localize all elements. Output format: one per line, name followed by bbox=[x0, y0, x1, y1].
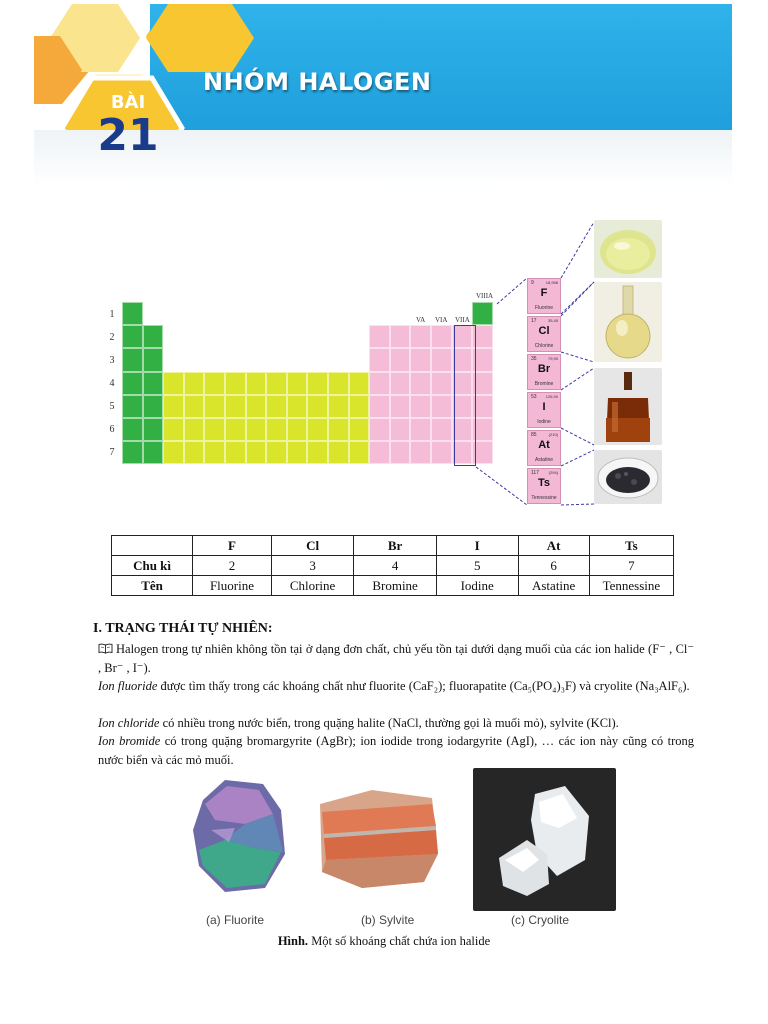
chlorine-flask-photo bbox=[594, 282, 662, 362]
element-symbol: I bbox=[542, 401, 546, 413]
element-symbol: F bbox=[540, 287, 548, 299]
element-card-astatine bbox=[527, 430, 561, 466]
table-row bbox=[112, 576, 674, 596]
period-number: 5 bbox=[109, 401, 115, 412]
section-title: I. TRẠNG THÁI TỰ NHIÊN: bbox=[93, 621, 273, 636]
table-cell: Fluorine bbox=[193, 576, 272, 596]
table-cell: 3 bbox=[271, 556, 354, 576]
atomic-mass: 79,90 bbox=[547, 356, 558, 361]
paragraph-text: có trong quặng bromargyrite (AgBr); ion iodide trong iodargyrite (AgI), … các ion này cũng có trong nước biển và các mỏ muối. bbox=[98, 734, 694, 767]
sylvite-mineral-photo bbox=[312, 782, 442, 892]
fluorite-mineral-photo bbox=[185, 770, 295, 898]
table-header-cell: F bbox=[193, 536, 272, 556]
period-number: 4 bbox=[109, 378, 115, 389]
element-name: Iodine bbox=[537, 419, 551, 425]
table-cell: 5 bbox=[436, 556, 518, 576]
paragraph-intro bbox=[98, 640, 694, 677]
table-header-cell: Br bbox=[354, 536, 437, 556]
figure-caption bbox=[0, 934, 768, 949]
paragraph-text: Halogen trong tự nhiên không tồn tại ở dạng đơn chất, chủ yếu tồn tại dưới dạng muối của các ion halide (F⁻ , Cl⁻ , Br⁻ , I⁻). bbox=[98, 642, 694, 675]
element-card-bromine bbox=[527, 354, 561, 390]
bromine-flask-photo bbox=[594, 368, 662, 445]
table-header-cell: I bbox=[436, 536, 518, 556]
term-ion-chloride: Ion chloride bbox=[98, 716, 160, 730]
element-name: Tennessine bbox=[531, 495, 557, 501]
table-row-label: Chu kì bbox=[112, 556, 193, 576]
figure-caption-b: (b) Sylvite bbox=[361, 913, 415, 927]
atomic-mass: 18,998 bbox=[545, 280, 558, 285]
paragraph-fluoride bbox=[98, 677, 694, 696]
table-header-cell: Cl bbox=[271, 536, 354, 556]
table-cell: 4 bbox=[354, 556, 437, 576]
period-number: 3 bbox=[109, 355, 115, 366]
table-row-label: Tên bbox=[112, 576, 193, 596]
lesson-label: BÀI bbox=[110, 92, 146, 113]
group-label: VIIA bbox=[455, 316, 470, 324]
paragraph-text: có nhiều trong nước biển, trong quặng halite (NaCl, thường gọi là muối mỏ), sylvite (KCl). bbox=[159, 716, 619, 730]
table-header-row bbox=[112, 536, 674, 556]
element-name: Chlorine bbox=[534, 343, 554, 349]
period-number: 6 bbox=[109, 424, 115, 435]
open-book-icon bbox=[98, 643, 113, 654]
term-ion-bromide: Ion bromide bbox=[98, 734, 161, 748]
table-cell: Iodine bbox=[436, 576, 518, 596]
element-symbol: Br bbox=[537, 363, 551, 375]
element-card-iodine bbox=[527, 392, 561, 428]
element-name: Astatine bbox=[534, 457, 554, 463]
page-title: NHÓM HALOGEN bbox=[203, 68, 432, 96]
fluorine-flask-photo bbox=[594, 220, 662, 278]
term-ion-fluoride: Ion fluoride bbox=[98, 679, 158, 693]
iodine-crystals-photo bbox=[594, 450, 662, 504]
figure-caption-text: Một số khoáng chất chứa ion halide bbox=[308, 934, 491, 948]
table-cell: 2 bbox=[193, 556, 272, 576]
table-cell: Bromine bbox=[354, 576, 437, 596]
table-cell: 7 bbox=[589, 556, 673, 576]
paragraph-bromide bbox=[98, 732, 694, 769]
element-symbol: Cl bbox=[538, 325, 550, 337]
atomic-number: 35 bbox=[531, 356, 537, 362]
figure-caption-c: (c) Cryolite bbox=[511, 913, 570, 927]
atomic-mass: (210) bbox=[548, 432, 558, 437]
atomic-number: 85 bbox=[531, 432, 537, 438]
period-number: 1 bbox=[109, 309, 115, 320]
atomic-number: 9 bbox=[531, 280, 534, 286]
element-name: Bromine bbox=[534, 381, 554, 387]
period-number: 7 bbox=[109, 447, 115, 458]
atomic-mass: 126,90 bbox=[545, 394, 558, 399]
table-cell: 6 bbox=[518, 556, 589, 576]
group-label: VA bbox=[416, 316, 426, 324]
table-row bbox=[112, 556, 674, 576]
table-header-cell: Ts bbox=[589, 536, 673, 556]
atomic-number: 117 bbox=[531, 470, 539, 476]
atomic-mass: (294) bbox=[548, 470, 558, 475]
table-cell: Tennessine bbox=[589, 576, 673, 596]
figure-caption-label: Hình. bbox=[277, 934, 309, 948]
atomic-number: 53 bbox=[531, 394, 537, 400]
element-card-chlorine bbox=[527, 316, 561, 352]
cryolite-mineral-photo bbox=[473, 768, 616, 911]
table-cell: Astatine bbox=[518, 576, 589, 596]
paragraph-chloride bbox=[98, 714, 694, 733]
lesson-number: 21 bbox=[97, 110, 159, 161]
element-name: Fluorine bbox=[534, 305, 554, 311]
atomic-mass: 35,45 bbox=[547, 318, 558, 323]
figure-caption-a: (a) Fluorite bbox=[206, 913, 265, 927]
element-card-fluorine bbox=[527, 278, 561, 314]
atomic-number: 17 bbox=[531, 318, 537, 324]
element-symbol: At bbox=[538, 439, 550, 451]
halogen-table bbox=[111, 535, 674, 596]
group-label: VIA bbox=[435, 316, 448, 324]
group-label: VIIIA bbox=[476, 292, 494, 300]
paragraph-text: được tìm thấy trong các khoáng chất như fluorite (CaF₂); fluorapatite (Ca₅(PO₄)₃F) và cryolite (Na₃AlF₆). bbox=[157, 679, 690, 693]
period-number: 2 bbox=[109, 332, 115, 343]
element-symbol: Ts bbox=[537, 477, 551, 489]
table-header-cell bbox=[112, 536, 193, 556]
element-card-tennessine bbox=[527, 468, 561, 504]
table-header-cell: At bbox=[518, 536, 589, 556]
table-cell: Chlorine bbox=[271, 576, 354, 596]
